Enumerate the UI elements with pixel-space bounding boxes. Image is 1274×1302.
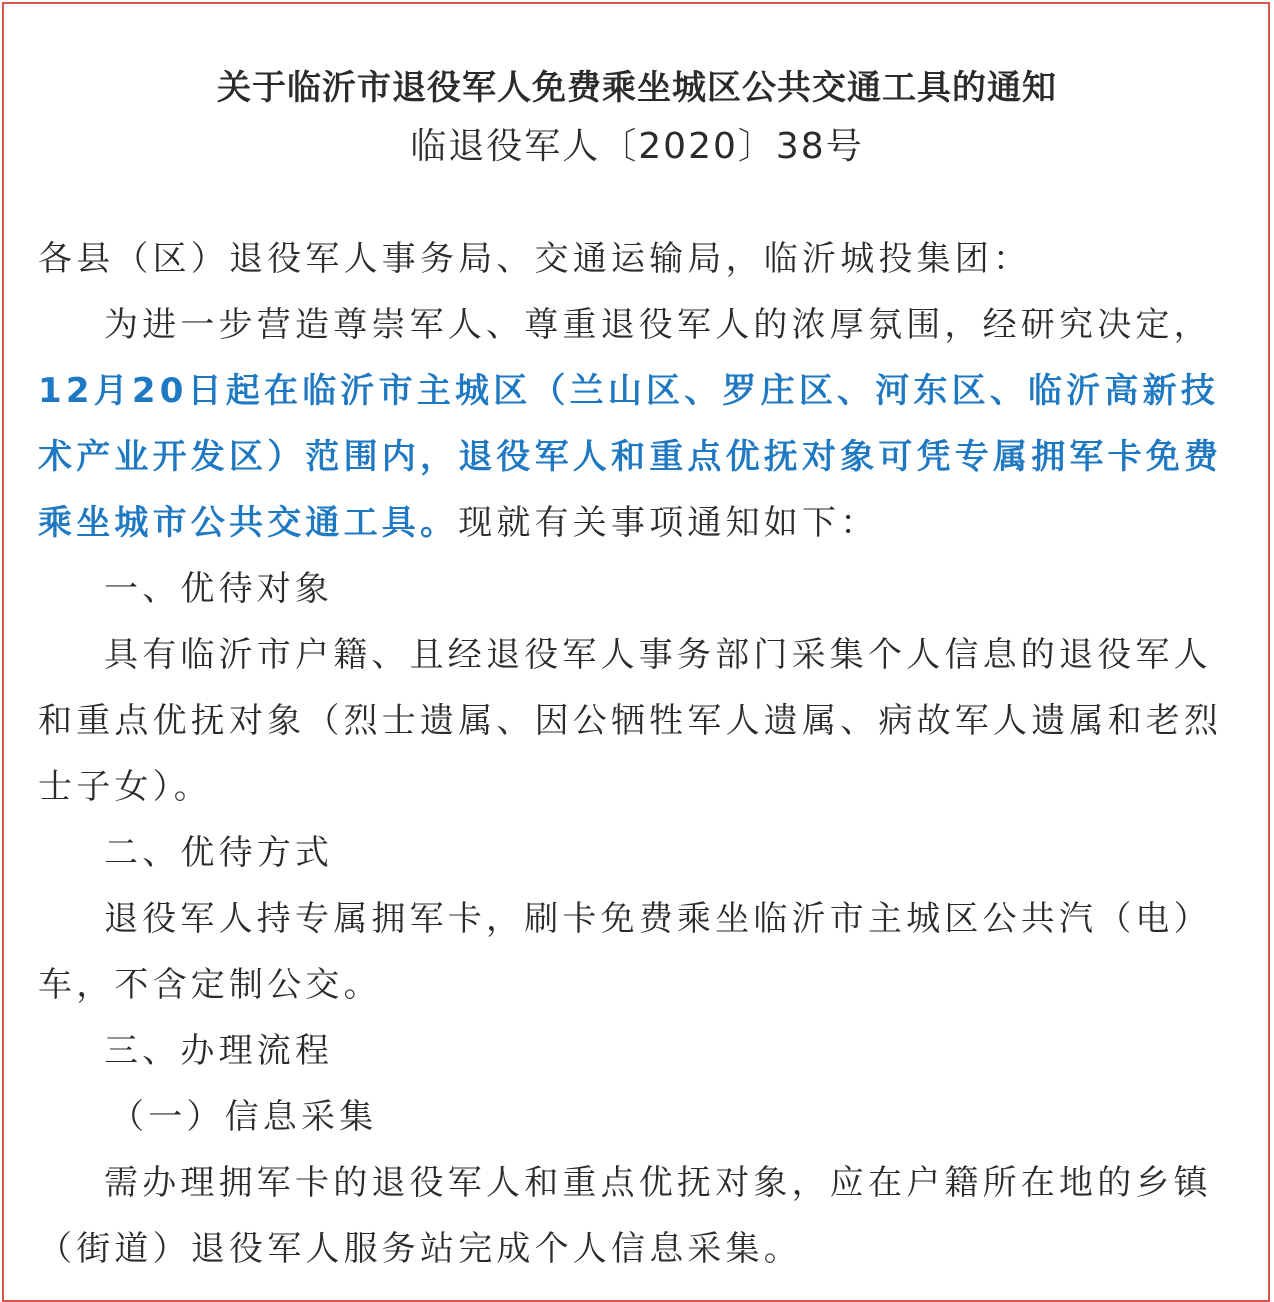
notice-body <box>38 226 1236 1282</box>
intro-tail: 现就有关事项通知如下： <box>458 503 879 543</box>
document-number: 临退役军人〔2020〕38号 <box>410 126 864 167</box>
section-heading-2: 二、优待方式 <box>104 833 334 873</box>
intro-paragraph <box>38 292 1236 556</box>
notice-title: 关于临沂市退役军人免费乘坐城区公共交通工具的通知 <box>217 68 1057 108</box>
salutation: 各县（区）退役军人事务局、交通运输局，临沂城投集团： <box>38 239 1032 279</box>
subsection-body-1: 需办理拥军卡的退役军人和重点优抚对象，应在户籍所在地的乡镇（街道）退役军人服务站完成个人信息采集。 <box>38 1163 1212 1269</box>
intro-highlight: 12月20日起在临沂市主城区（兰山区、罗庄区、河东区、临沂高新技术产业开发区）范围内，退役军人和重点优抚对象可凭专属拥军卡免费乘坐城市公共交通工具。 <box>38 371 1223 543</box>
intro-text: 为进一步营造尊崇军人、尊重退役军人的浓厚氛围，经研究决定， <box>104 305 1212 345</box>
section-body-2: 退役军人持专属拥军卡，刷卡免费乘坐临沂市主城区公共汽（电）车，不含定制公交。 <box>38 899 1212 1005</box>
section-body-1: 具有临沂市户籍、且经退役军人事务部门采集个人信息的退役军人和重点优抚对象（烈士遗属、因公牺牲军人遗属、病故军人遗属和老烈士子女）。 <box>38 635 1223 807</box>
section-heading-3: 三、办理流程 <box>104 1031 334 1071</box>
subsection-heading-1: （一）信息采集 <box>110 1097 378 1137</box>
section-heading-1: 一、优待对象 <box>104 569 334 609</box>
